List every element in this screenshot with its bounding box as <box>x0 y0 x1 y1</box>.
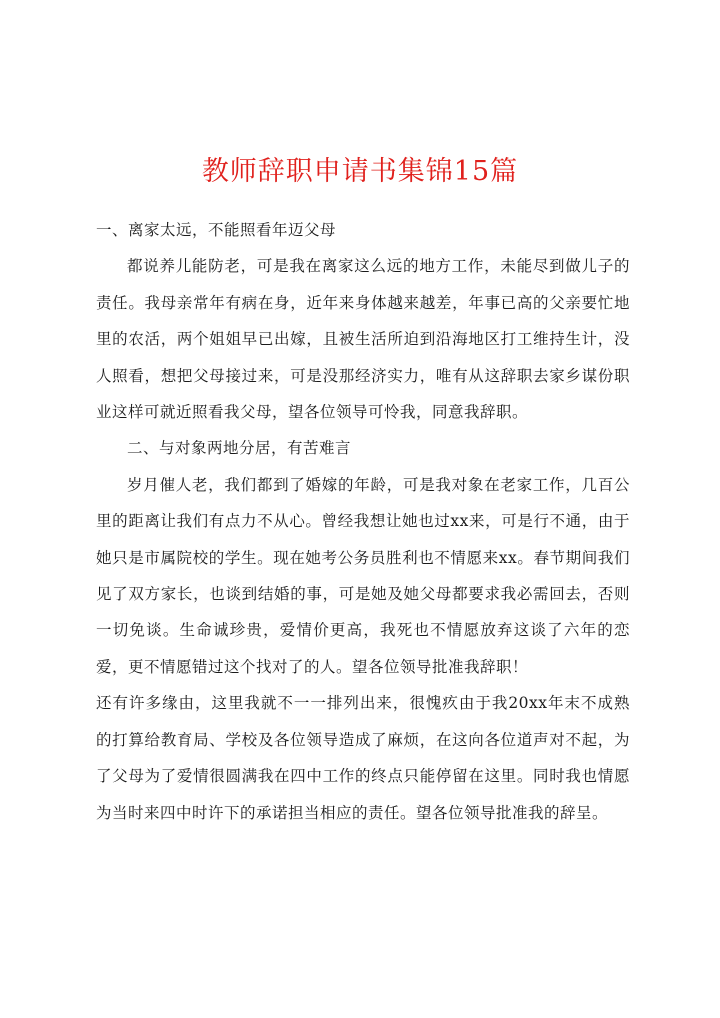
paragraph-1: 都说养儿能防老，可是我在离家这么远的地方工作，未能尽到做儿子的责任。我母亲常年有病在身，近年来身体越来越差，年事已高的父亲要忙地里的农活，两个姐姐早已出嫁，且被生活所迫到沿海地区打工维持生计，没人照看，想把父母接过来，可是没那经济实力，唯有从这辞职去家乡谋份职业这样可就近照看我父母，望各位领导可怜我，同意我辞职。 <box>96 257 630 422</box>
section-heading-2: 二、与对象两地分居，有苦难言 <box>127 439 352 458</box>
section-heading-1: 一、离家太远，不能照看年迈父母 <box>96 221 337 239</box>
paragraph-2: 岁月催人老，我们都到了婚嫁的年龄，可是我对象在老家工作，几百公里的距离让我们有点力不从心。曾经我想让她也过xx来，可是行不通，由于她只是市属院校的学生。现在她考公务员胜利也不情愿来xx。春节期间我们见了双方家长，也谈到结婚的事，可是她及她父母都要求我必需回去，否则一切免谈。生命诚珍贵，爱情价更高，我死也不情愿放弃这谈了六年的恋爱，更不情愿错过这个找对了的人。望各位领导批准我辞职！ <box>96 475 630 676</box>
document-body <box>96 212 630 831</box>
document-title: 教师辞职申请书集锦15篇 <box>201 156 519 187</box>
paragraph-3: 还有许多缘由，这里我就不一一排列出来，很愧疚由于我20xx年末不成熟的打算给教育局、学校及各位领导造成了麻烦，在这向各位道声对不起，为了父母为了爱情很圆满我在四中工作的终点只能停留在这里。同时我也情愿为当时来四中时许下的承诺担当相应的责任。望各位领导批准我的辞呈。 <box>96 694 630 822</box>
